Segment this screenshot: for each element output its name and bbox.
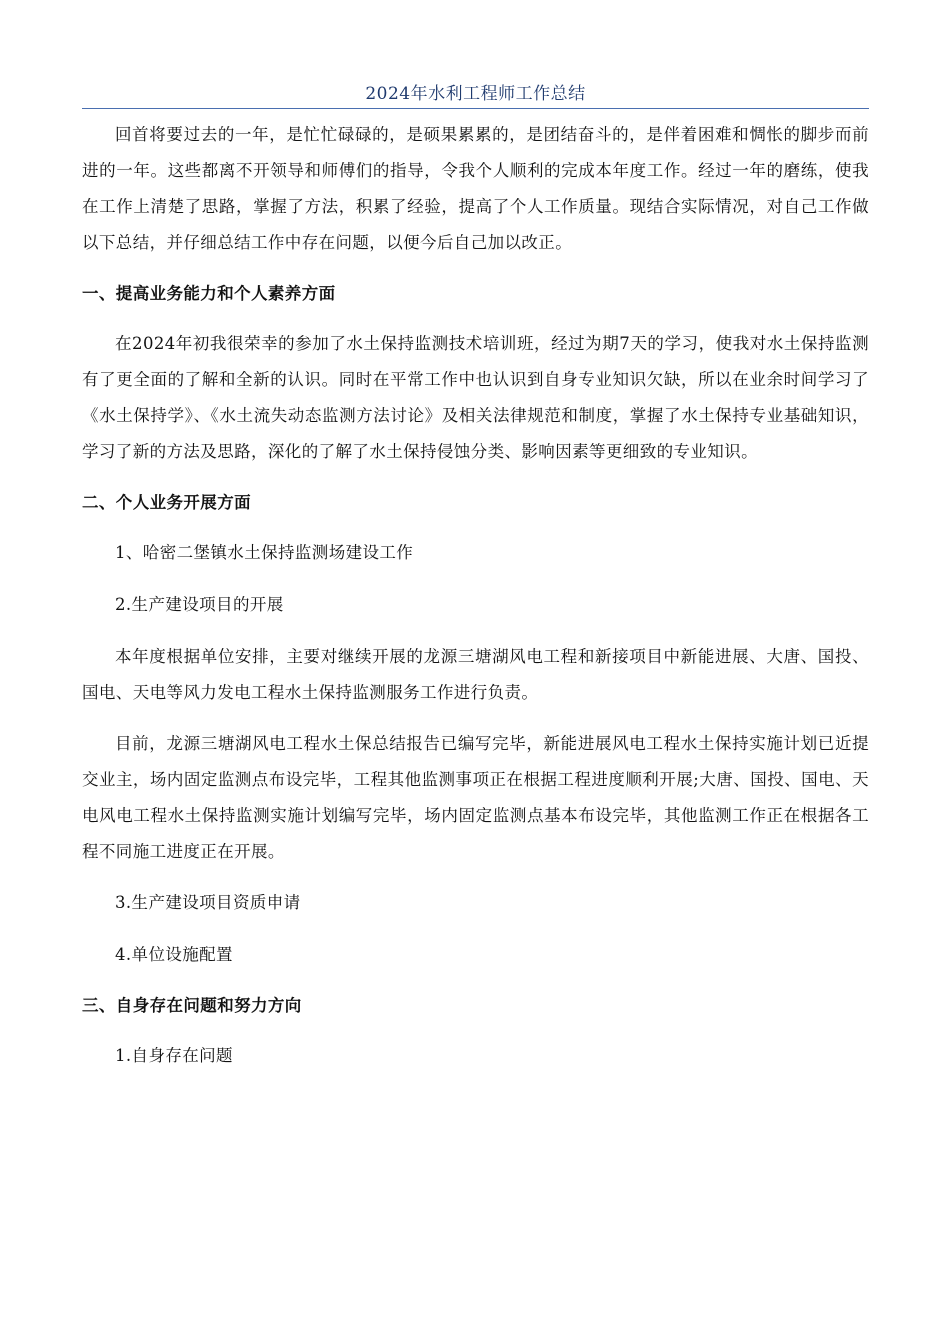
document-body [82,117,869,1074]
section-heading-1: 一、提高业务能力和个人素养方面 [82,284,336,303]
intro-paragraph: 回首将要过去的一年，是忙忙碌碌的，是硕果累累的，是团结奋斗的，是伴着困难和惆怅的脚步而前进的一年。这些都离不开领导和师傅们的指导，令我个人顺利的完成本年度工作。经过一年的磨练，使我在工作上清楚了思路，掌握了方法，积累了经验，提高了个人工作质量。现结合实际情况，对自己工作做以下总结，并仔细总结工作中存在问题，以便今后自己加以改正。 [82,125,869,252]
section2-paragraph-1: 本年度根据单位安排，主要对继续开展的龙源三塘湖风电工程和新接项目中新能进展、大唐、国投、国电、天电等风力发电工程水土保持监测服务工作进行负责。 [82,647,869,702]
document-page [82,82,869,1090]
page-header-title: 2024年水利工程师工作总结 [82,82,869,109]
section2-paragraph-2: 目前，龙源三塘湖风电工程水土保总结报告已编写完毕，新能进展风电工程水土保持实施计划已近提交业主，场内固定监测点布设完毕，工程其他监测事项正在根据工程进度顺利开展;大唐、国投、国电、天电风电工程水土保持监测实施计划编写完毕，场内固定监测点基本布设完毕，其他监测工作正在根据各工程不同施工进度正在开展。 [82,734,869,861]
section2-item-2: 2.生产建设项目的开展 [115,595,284,614]
section-heading-2: 二、个人业务开展方面 [82,493,251,512]
section3-item-1: 1.自身存在问题 [115,1046,233,1065]
section-heading-3: 三、自身存在问题和努力方向 [82,996,302,1015]
section1-paragraph: 在2024年初我很荣幸的参加了水土保持监测技术培训班，经过为期7天的学习，使我对水土保持监测有了更全面的了解和全新的认识。同时在平常工作中也认识到自身专业知识欠缺，所以在业余时间学习了《水土保持学》、《水土流失动态监测方法讨论》及相关法律规范和制度，掌握了水土保持专业基础知识，学习了新的方法及思路，深化的了解了水土保持侵蚀分类、影响因素等更细致的专业知识。 [82,334,869,461]
section2-item-4: 4.单位设施配置 [115,945,233,964]
section2-item-1: 1、哈密二堡镇水土保持监测场建设工作 [115,543,414,562]
section2-item-3: 3.生产建设项目资质申请 [115,893,301,912]
